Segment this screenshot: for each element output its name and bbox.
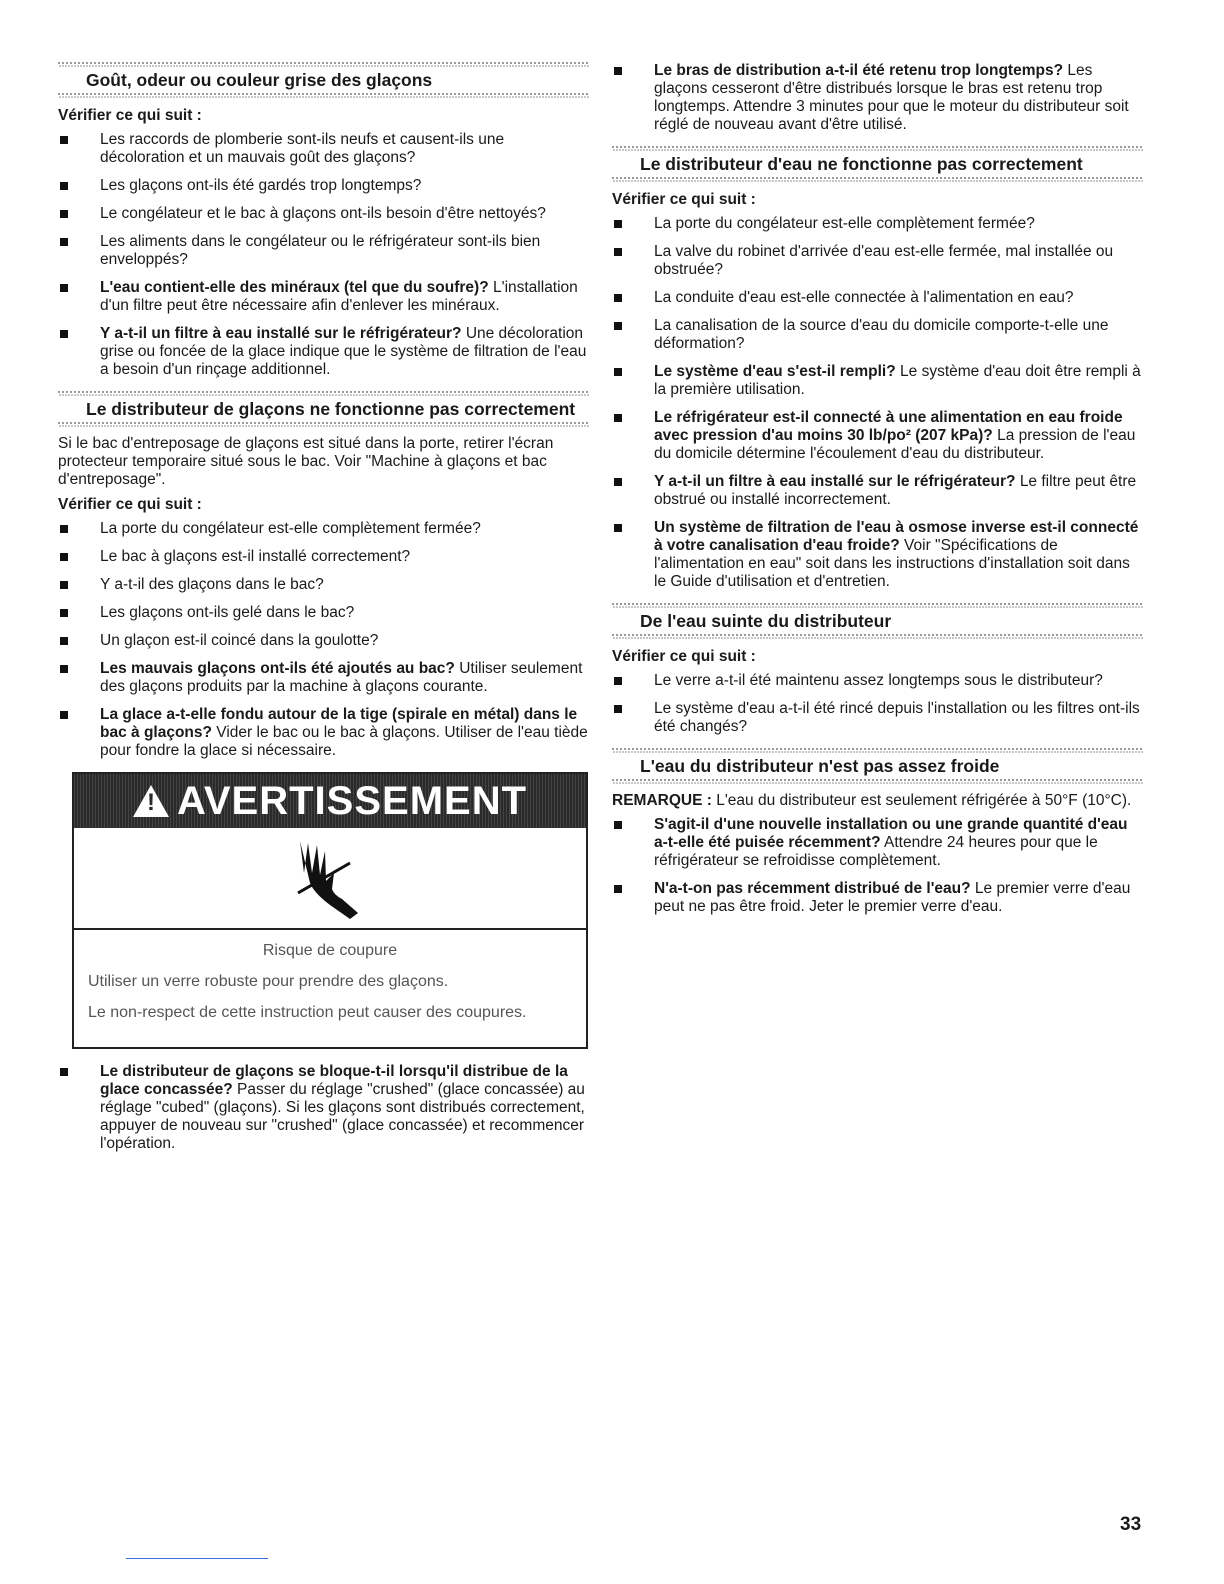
list-item <box>58 177 590 195</box>
warning-hazard: Risque de coupure <box>262 942 398 959</box>
check-label: Vérifier ce qui suit : <box>612 648 756 665</box>
list-item <box>612 473 1144 509</box>
list-item <box>58 233 590 269</box>
warning-text <box>74 930 586 1047</box>
section-title: L'eau du distributeur n'est pas assez froide <box>640 756 1000 776</box>
warning-exclamation: ! <box>146 789 156 816</box>
item-text: La conduite d'eau est-elle connectée à l'alimentation en eau? <box>654 289 1074 306</box>
item-question: Le réfrigérateur est-il connecté à une alimentation en eau froide avec pression d'au moins 30 lb/po² (207 kPa)? <box>654 409 1123 444</box>
item-text: Passer du réglage "crushed" (glace concassée) au réglage "cubed" (glaçons). Si les glaçons sont distribués correctement, appuyer de nouveau sur "crushed" (glace concassée) et recommencer l'opération. <box>100 1081 585 1152</box>
list-item <box>58 632 590 650</box>
list-item <box>58 1063 590 1153</box>
checklist <box>612 816 1144 916</box>
item-text: Un glaçon est-il coincé dans la goulotte? <box>100 632 379 649</box>
item-text: Les glaçons ont-ils été gardés trop longtemps? <box>100 177 422 194</box>
list-item <box>612 880 1144 916</box>
list-item <box>58 706 590 760</box>
cut-hand-icon <box>290 833 370 923</box>
checklist <box>612 672 1144 736</box>
item-text: Le système d'eau doit être rempli à la première utilisation. <box>654 363 1141 398</box>
section-title: De l'eau suinte du distributeur <box>640 611 892 631</box>
section-title: Le distributeur de glaçons ne fonctionne pas correctement <box>86 399 576 419</box>
warning-instruction: Utiliser un verre robuste pour prendre des glaçons. <box>88 973 449 990</box>
item-text: Les raccords de plomberie sont-ils neufs et causent-ils une décoloration et un mauvais goût des glaçons? <box>100 131 505 166</box>
list-item <box>612 215 1144 233</box>
section-heading-ice-dispenser <box>58 391 590 427</box>
item-text: Les aliments dans le congélateur ou le réfrigérateur sont-ils bien enveloppés? <box>100 233 541 268</box>
warning-word: AVERTISSEMENT <box>176 779 528 823</box>
list-item <box>58 520 590 538</box>
checklist <box>58 1063 590 1153</box>
dotted-rule <box>612 779 1144 784</box>
item-text: Les glaçons ont-ils gelé dans le bac? <box>100 604 355 621</box>
warning-banner <box>74 774 586 828</box>
list-item <box>612 243 1144 279</box>
item-question: Le système d'eau s'est-il rempli? <box>654 363 896 380</box>
item-text: Le congélateur et le bac à glaçons ont-ils besoin d'être nettoyés? <box>100 205 546 222</box>
left-column <box>58 62 590 1165</box>
list-item <box>58 604 590 622</box>
list-item <box>612 816 1144 870</box>
item-text: Une décoloration grise ou foncée de la glace indique que le système de filtration de l'eau a besoin d'un rinçage additionnel. <box>100 325 587 378</box>
item-text: Attendre 24 heures pour que le réfrigérateur se refroidisse complètement. <box>654 834 1098 869</box>
dotted-rule <box>612 177 1144 182</box>
check-label: Vérifier ce qui suit : <box>58 496 202 513</box>
item-question: Le bras de distribution a-t-il été retenu trop longtemps? <box>654 62 1064 79</box>
check-label: Vérifier ce qui suit : <box>58 107 202 124</box>
warning-box <box>72 772 588 1049</box>
list-item <box>612 363 1144 399</box>
item-question: Le distributeur de glaçons se bloque-t-il lorsqu'il distribue de la glace concassée? <box>100 1063 568 1098</box>
item-text: L'installation d'un filtre peut être nécessaire afin d'enlever les minéraux. <box>100 279 578 314</box>
note-label: REMARQUE : <box>612 792 712 809</box>
intro-paragraph: Si le bac d'entreposage de glaçons est situé dans la porte, retirer l'écran protecteur temporaire situé sous le bac. Voir "Machine à glaçons et bac d'entreposage". <box>58 435 554 488</box>
checklist <box>612 215 1144 591</box>
list-item <box>58 279 590 315</box>
item-question: Y a-t-il un filtre à eau installé sur le réfrigérateur? <box>654 473 1016 490</box>
item-question: Un système de filtration de l'eau à osmose inverse est-il connecté à votre canalisation d'eau froide? <box>654 519 1139 554</box>
item-text: La pression de l'eau du domicile détermine l'écoulement d'eau du distributeur. <box>654 427 1136 462</box>
dotted-rule <box>58 422 590 427</box>
right-column <box>612 62 1144 928</box>
item-text: Le filtre peut être obstrué ou installé incorrectement. <box>654 473 1137 508</box>
item-text: Voir "Spécifications de l'alimentation en eau" soit dans les instructions d'installation soit dans le Guide d'utilisation et d'entretien. <box>654 537 1130 590</box>
list-item <box>612 700 1144 736</box>
checklist <box>58 131 590 379</box>
warning-consequence: Le non-respect de cette instruction peut causer des coupures. <box>88 1004 527 1021</box>
list-item <box>58 548 590 566</box>
list-item <box>58 131 590 167</box>
item-text: Y a-t-il des glaçons dans le bac? <box>100 576 324 593</box>
list-item <box>612 62 1144 134</box>
list-item <box>612 409 1144 463</box>
item-text: Le premier verre d'eau peut ne pas être froid. Jeter le premier verre d'eau. <box>654 880 1131 915</box>
item-text: Utiliser seulement des glaçons produits par la machine à glaçons courante. <box>100 660 583 695</box>
item-text: Le système d'eau a-t-il été rincé depuis l'installation ou les filtres ont-ils été changés? <box>654 700 1140 735</box>
item-text: Le bac à glaçons est-il installé correctement? <box>100 548 411 565</box>
list-item <box>612 519 1144 591</box>
item-text: La porte du congélateur est-elle complètement fermée? <box>100 520 481 537</box>
list-item <box>58 660 590 696</box>
checklist <box>58 520 590 760</box>
item-question: Les mauvais glaçons ont-ils été ajoutés au bac? <box>100 660 455 677</box>
section-heading-water-leaks <box>612 603 1144 639</box>
warning-triangle-icon <box>133 785 169 817</box>
section-heading-taste-odor <box>58 62 590 98</box>
item-text: La porte du congélateur est-elle complètement fermée? <box>654 215 1035 232</box>
page-number: 33 <box>1120 1514 1142 1535</box>
item-question: Y a-t-il un filtre à eau installé sur le réfrigérateur? <box>100 325 462 342</box>
section-heading-water-dispenser <box>612 146 1144 182</box>
item-text: La valve du robinet d'arrivée d'eau est-elle fermée, mal installée ou obstruée? <box>654 243 1114 278</box>
footer-line <box>126 1558 268 1559</box>
checklist <box>612 62 1144 134</box>
list-item <box>58 325 590 379</box>
cut-hazard-pictogram <box>74 828 586 930</box>
list-item <box>58 576 590 594</box>
list-item <box>612 289 1144 307</box>
item-text: La canalisation de la source d'eau du domicile comporte-t-elle une déformation? <box>654 317 1109 352</box>
dotted-rule <box>612 634 1144 639</box>
warning-heading <box>133 774 527 828</box>
section-title: Goût, odeur ou couleur grise des glaçons <box>86 70 433 90</box>
note-paragraph <box>612 792 1144 810</box>
item-text: Les glaçons cesseront d'être distribués lorsque le bras est retenu trop longtemps. Attendre 3 minutes pour que le moteur du distributeur soit réglé de nouveau avant d'être utilisé. <box>654 62 1129 133</box>
item-question: S'agit-il d'une nouvelle installation ou une grande quantité d'eau a-t-elle été puisée récemment? <box>654 816 1128 851</box>
dotted-rule <box>58 93 590 98</box>
list-item <box>58 205 590 223</box>
item-text: Vider le bac ou le bac à glaçons. Utiliser de l'eau tiède pour fondre la glace si nécessaire. <box>100 724 588 759</box>
item-question: N'a-t-on pas récemment distribué de l'eau? <box>654 880 971 897</box>
section-heading-water-not-cold <box>612 748 1144 784</box>
item-question: La glace a-t-elle fondu autour de la tige (spirale en métal) dans le bac à glaçons? <box>100 706 578 741</box>
list-item <box>612 672 1144 690</box>
check-label: Vérifier ce qui suit : <box>612 191 756 208</box>
list-item <box>612 317 1144 353</box>
note-text: L'eau du distributeur est seulement réfrigérée à 50°F (10°C). <box>716 792 1132 809</box>
item-text: Le verre a-t-il été maintenu assez longtemps sous le distributeur? <box>654 672 1103 689</box>
section-title: Le distributeur d'eau ne fonctionne pas correctement <box>640 154 1083 174</box>
item-question: L'eau contient-elle des minéraux (tel que du soufre)? <box>100 279 489 296</box>
